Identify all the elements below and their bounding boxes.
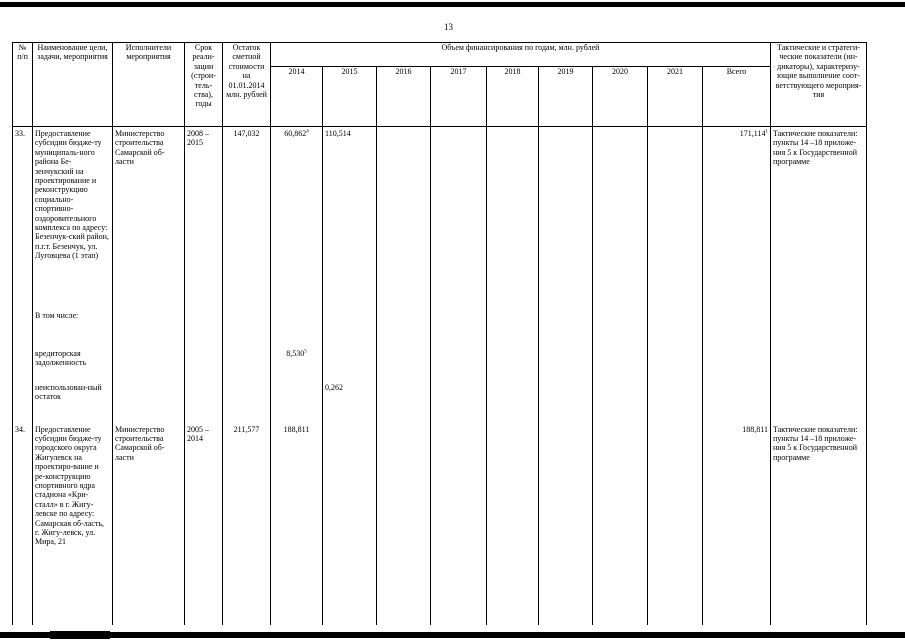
table-row — [13, 349, 867, 383]
row-2018 — [487, 127, 539, 311]
footnote-mark: 5 — [304, 348, 307, 354]
row-indicators: Тактические показатели: пункты 14 –18 приложе-ния 5 к Государственной программе — [771, 425, 867, 625]
row-term: 2008 – 2015 — [185, 127, 223, 311]
value-2014: 60,862 — [284, 129, 307, 138]
header-year-2018: 2018 — [487, 67, 539, 127]
footnote-mark: 4 — [306, 129, 309, 135]
row-indicators: Тактические показатели: пункты 14 –18 приложе-ния 5 к Государственной программе — [771, 127, 867, 311]
row-name: кредиторская задолженность — [33, 349, 113, 383]
row-name: неиспользован-ный остаток — [33, 383, 113, 425]
header-year-2016: 2016 — [377, 67, 431, 127]
row-total: 188,811 — [703, 425, 771, 625]
header-year-2017: 2017 — [431, 67, 487, 127]
header-indicators: Тактические и стратеги-ческие показатели (ин-дикаторы), характеризу-ющие выполнение соот-ветствующего мероприя-тия — [771, 43, 867, 127]
row-term: 2005 – 2014 — [185, 425, 223, 625]
top-border-bar — [0, 2, 905, 7]
row-balance: 211,577 — [223, 425, 271, 625]
header-executor: Исполнители мероприятия — [113, 43, 185, 127]
value-2014: 8,530 — [286, 348, 305, 358]
row-2017 — [431, 127, 487, 311]
header-year-2015: 2015 — [323, 67, 377, 127]
header-year-2014: 2014 — [271, 67, 323, 127]
row-name: Предоставление субсидии бюдже-ту муниципаль-ного района Бе-зенчукский на проектирование и реконструкцию социально-спортивно-оздоровительного комплекса по адресу: Безенчук-ский район, п.г.т. Безенчук, ул. Луговцева (1 этап) — [33, 127, 113, 311]
row-num: 33. — [13, 127, 33, 311]
row-2014: 188,811 — [271, 425, 323, 625]
bottom-border-accent — [50, 631, 110, 639]
header-name: Наименование цели, задачи, мероприятия — [33, 43, 113, 127]
row-2014 — [271, 127, 323, 311]
table-row — [13, 311, 867, 349]
table-row — [13, 127, 867, 311]
row-name: В том числе: — [33, 311, 113, 349]
header-term: Срок реали-зации (строи-тель-ства), годы — [185, 43, 223, 127]
row-2021 — [648, 127, 703, 311]
row-2015: 110,514 — [323, 127, 377, 311]
row-executor: Министерство строительства Самарской об-ласти — [113, 425, 185, 625]
header-year-2019: 2019 — [539, 67, 593, 127]
row-num: 34. — [13, 425, 33, 625]
table-row — [13, 383, 867, 425]
value-total: 171,114 — [739, 129, 766, 138]
row-2016 — [377, 127, 431, 311]
row-2015: 0,262 — [323, 383, 377, 425]
row-total — [703, 127, 771, 311]
row-2019 — [539, 127, 593, 311]
row-2014 — [271, 349, 323, 383]
header-year-2020: 2020 — [593, 67, 648, 127]
header-balance: Остаток сметной стоимости на 01.01.2014 млн. рублей — [223, 43, 271, 127]
row-2020 — [593, 127, 648, 311]
row-executor: Министерство строительства Самарской об-ласти — [113, 127, 185, 311]
header-funding: Объем финансирования по годам, млн. рублей — [271, 43, 771, 67]
header-num: № п/п — [13, 43, 33, 127]
row-name: Предоставление субсидии бюдже-ту городского округа Жигулевск на проектиро-вание и ре-конструкцию спортивного ядра стадиона «Кри-сталл» в г. Жигу-левске по адресу: Самарская об-ласть, г. Жигу-левск, ул. Мира, 21 — [33, 425, 113, 625]
funding-table — [12, 42, 867, 625]
header-total: Всего — [703, 67, 771, 127]
bottom-border-bar — [0, 632, 905, 638]
page-number: 13 — [444, 22, 453, 32]
footnote-mark: 1 — [765, 129, 768, 135]
row-balance: 147,032 — [223, 127, 271, 311]
table-row — [13, 425, 867, 625]
header-year-2021: 2021 — [648, 67, 703, 127]
